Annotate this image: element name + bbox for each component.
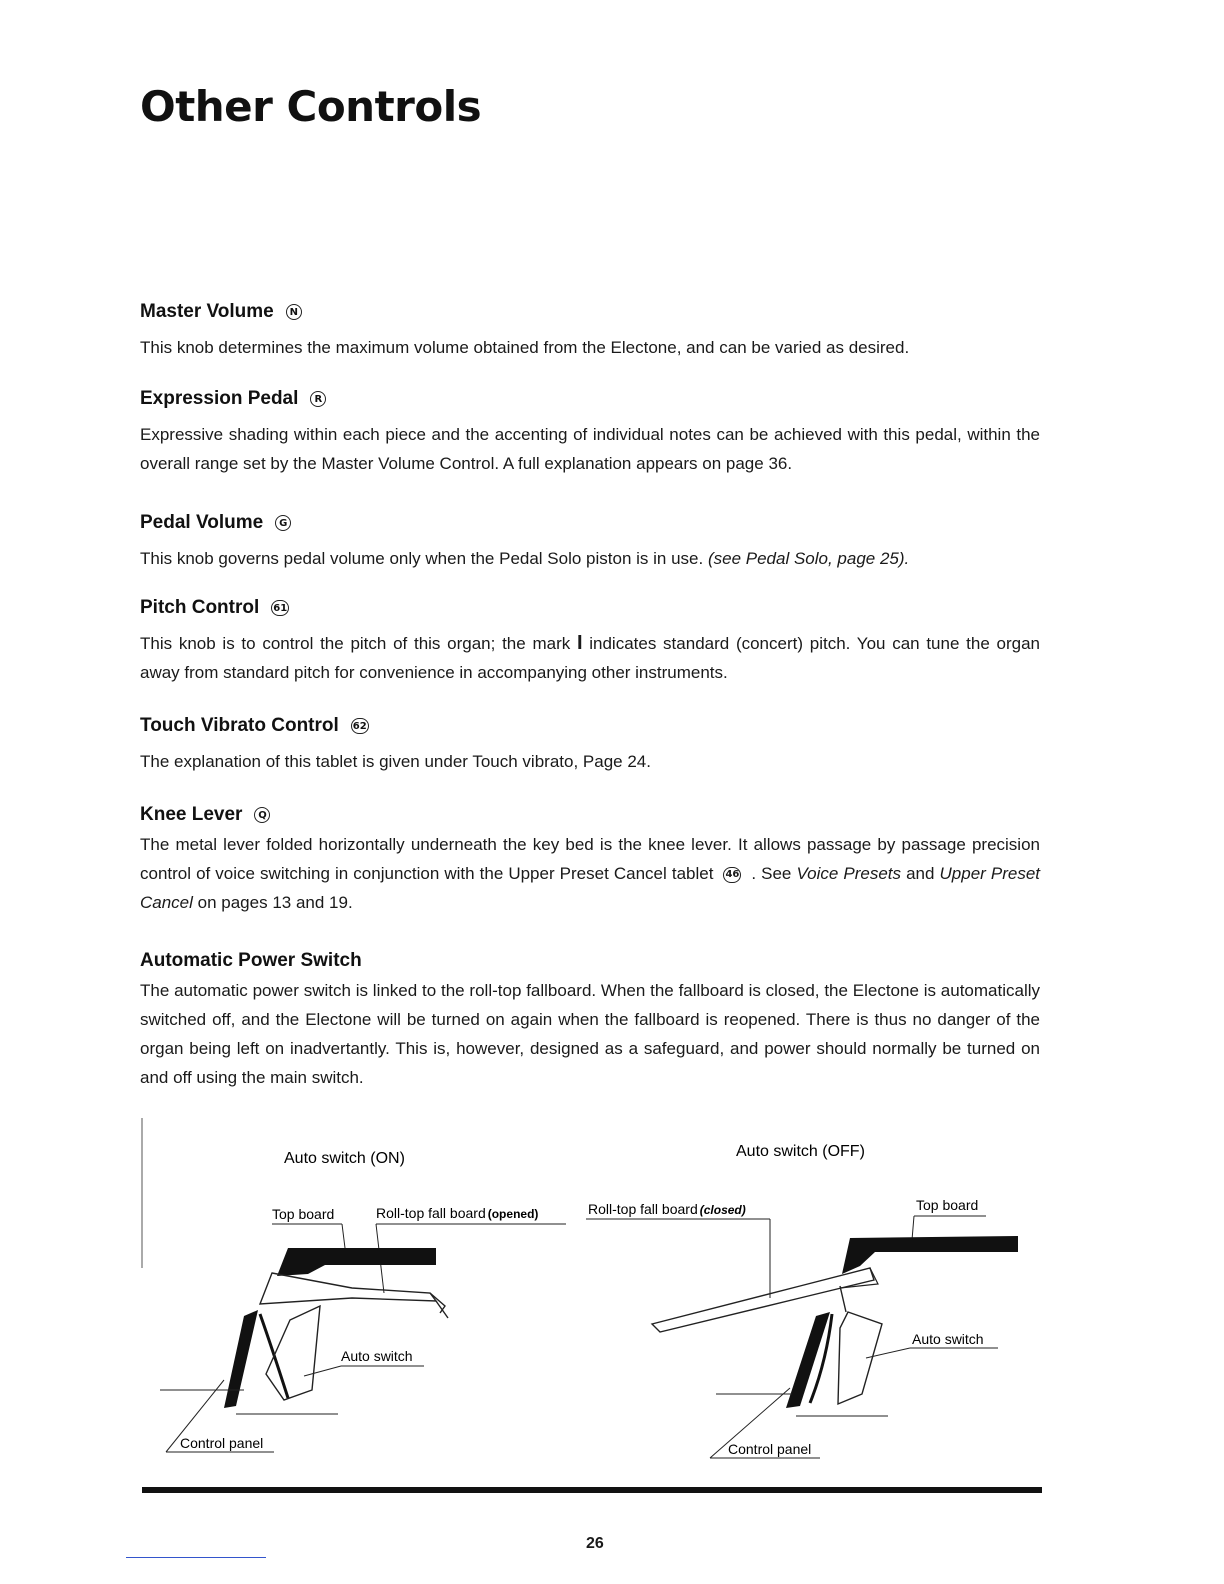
heading-text: Master Volume bbox=[140, 301, 274, 322]
leader-line bbox=[866, 1348, 910, 1358]
control-marker-badge: 61 bbox=[271, 600, 289, 616]
footer-line bbox=[126, 1557, 266, 1558]
label-fall-board bbox=[588, 1201, 746, 1217]
label-top-board: Top board bbox=[916, 1197, 979, 1213]
control-marker-badge: N bbox=[286, 304, 302, 320]
label-control-panel: Control panel bbox=[728, 1441, 812, 1457]
leader-line bbox=[342, 1224, 345, 1248]
section-heading bbox=[140, 301, 1040, 323]
auto-switch-box bbox=[838, 1312, 882, 1404]
section-heading bbox=[140, 597, 1040, 619]
bottom-rule bbox=[142, 1487, 1042, 1493]
heading-text: Automatic Power Switch bbox=[140, 950, 362, 971]
section-heading bbox=[140, 804, 1040, 826]
label-fall-board-text: Roll-top fall board bbox=[376, 1205, 486, 1221]
fall-board-shape bbox=[260, 1273, 436, 1304]
body-italic-reference: Upper Preset Cancel bbox=[140, 864, 1041, 912]
section-body bbox=[140, 544, 1040, 573]
section-body: The automatic power switch is linked to the roll-top fallboard. When the fallboard is closed, the Electone is automatically switched off, and the Electone will be turned on again when the fallboard is reopened. There is thus no danger of the organ being left on inadvertantly. This is, however, designed as a safeguard, and power should normally be turned on and off using the main switch. bbox=[140, 981, 1040, 1087]
section-body: The explanation of this tablet is given under Touch vibrato, Page 24. bbox=[140, 752, 651, 771]
control-panel-shape bbox=[224, 1310, 258, 1408]
heading-text: Expression Pedal bbox=[140, 388, 299, 409]
label-fall-board bbox=[376, 1205, 538, 1221]
section-expression-pedal bbox=[140, 388, 1040, 478]
diagram-title: Auto switch (OFF) bbox=[736, 1143, 865, 1160]
control-marker-badge: G bbox=[275, 515, 291, 531]
label-fall-board-state: (opened) bbox=[487, 1207, 539, 1221]
leader-line bbox=[912, 1216, 914, 1240]
section-body: Expressive shading within each piece and the accenting of individual notes can be achieved with this pedal, within the overall range set by the Master Volume Control. A full explanation appears on page 36. bbox=[140, 425, 1040, 473]
page-number: 26 bbox=[586, 1535, 604, 1552]
control-marker-badge: 62 bbox=[351, 718, 369, 734]
control-marker-badge: R bbox=[310, 391, 326, 407]
section-heading bbox=[140, 512, 1040, 534]
body-italic-reference: (see Pedal Solo, page 25). bbox=[707, 549, 910, 568]
section-heading bbox=[140, 388, 1040, 410]
hinge-arm bbox=[840, 1286, 846, 1312]
section-heading bbox=[140, 950, 1040, 972]
section-body: This knob determines the maximum volume obtained from the Electone, and can be varied as desired. bbox=[140, 338, 910, 357]
body-text: indicates standard (concert) pitch. You can tune the organ away from standard pitch for convenience in accompanying other instruments. bbox=[140, 634, 1040, 682]
heading-text: Pedal Volume bbox=[140, 512, 264, 533]
body-text: on pages 13 and 19. bbox=[192, 893, 353, 912]
body-italic-reference: Voice Presets bbox=[796, 864, 902, 883]
heading-text: Knee Lever bbox=[140, 804, 243, 825]
control-marker-badge: 46 bbox=[723, 867, 741, 883]
diagram-off bbox=[586, 1143, 1018, 1458]
section-knee-lever bbox=[140, 804, 1040, 917]
section-pitch-control bbox=[140, 597, 1040, 687]
diagram-on bbox=[160, 1150, 566, 1452]
page-title: Other Controls bbox=[140, 82, 482, 131]
body-text: This knob governs pedal volume only when the Pedal Solo piston is in use. bbox=[140, 549, 708, 568]
diagram-title: Auto switch (ON) bbox=[284, 1150, 405, 1167]
top-board-shape bbox=[277, 1248, 436, 1276]
label-top-board: Top board bbox=[272, 1206, 335, 1222]
section-heading bbox=[140, 715, 1040, 737]
diagram-svg bbox=[140, 1118, 1045, 1494]
leader-line bbox=[304, 1366, 341, 1376]
pitch-mark-glyph: I bbox=[576, 632, 583, 654]
control-marker-badge: Q bbox=[254, 807, 270, 823]
section-master-volume bbox=[140, 301, 1040, 362]
label-fall-board-state: (closed) bbox=[699, 1203, 746, 1217]
section-pedal-volume bbox=[140, 512, 1040, 573]
section-touch-vibrato bbox=[140, 715, 1040, 776]
auto-switch-diagram bbox=[140, 1118, 1045, 1494]
fall-board-shape bbox=[652, 1268, 874, 1332]
heading-text: Touch Vibrato Control bbox=[140, 715, 339, 736]
section-body bbox=[140, 830, 1040, 917]
label-control-panel: Control panel bbox=[180, 1435, 264, 1451]
heading-text: Pitch Control bbox=[140, 597, 260, 618]
label-auto-switch: Auto switch bbox=[912, 1331, 984, 1347]
section-body bbox=[140, 629, 1040, 687]
body-text: and bbox=[901, 864, 940, 883]
label-fall-board-text: Roll-top fall board bbox=[588, 1201, 698, 1217]
body-text: . See bbox=[751, 864, 797, 883]
body-text: This knob is to control the pitch of this organ; the mark bbox=[140, 634, 577, 653]
label-auto-switch: Auto switch bbox=[341, 1348, 413, 1364]
body-text: The metal lever folded horizontally underneath the key bed is the knee lever. It allows passage by passage precision control of voice switching in conjunction with the Upper Preset Cancel tablet bbox=[140, 835, 1040, 883]
section-automatic-power-switch bbox=[140, 950, 1040, 1092]
